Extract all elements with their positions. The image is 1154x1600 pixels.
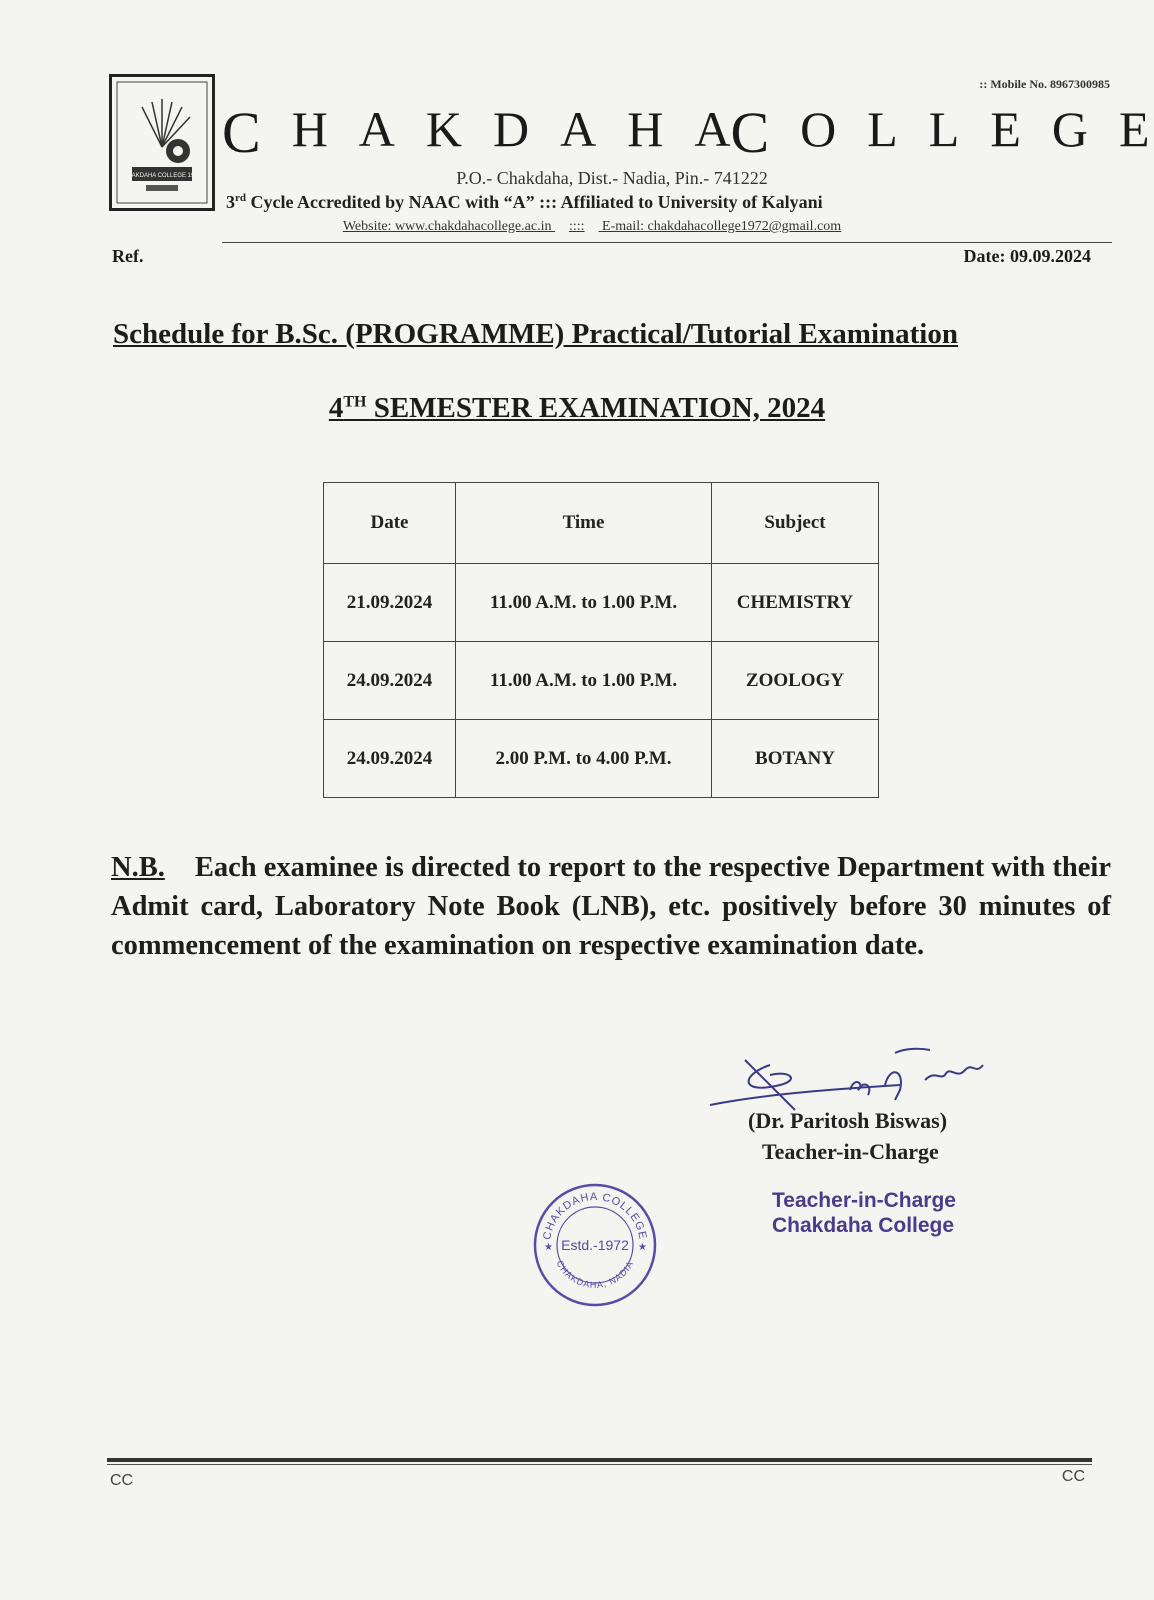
mobile-number: :: Mobile No. 8967300985 bbox=[979, 77, 1110, 91]
college-name-letter: H bbox=[627, 101, 664, 157]
accreditation-number: 3 bbox=[226, 192, 235, 212]
row-subject: ZOOLOGY bbox=[712, 642, 879, 720]
college-name-letter: E bbox=[1119, 101, 1150, 157]
stamp-line-2: Chakdaha College bbox=[772, 1214, 955, 1237]
semester-title bbox=[0, 392, 1154, 425]
contact-separator: :::: bbox=[568, 219, 585, 234]
semester-text: SEMESTER EXAMINATION, 2024 bbox=[366, 392, 826, 424]
college-name-letter: L bbox=[867, 101, 898, 157]
table-header-row bbox=[324, 483, 879, 564]
svg-text:CHAKDAHA, NADIA bbox=[555, 1259, 636, 1290]
handwritten-signature bbox=[700, 1045, 1000, 1115]
college-name-letter: C bbox=[222, 100, 261, 165]
seal-text-center: Estd.-1972 bbox=[561, 1237, 629, 1253]
college-name-letter: O bbox=[800, 101, 837, 157]
college-name-letter: A bbox=[694, 101, 731, 157]
header-subject: Subject bbox=[712, 483, 879, 564]
semester-sup: TH bbox=[343, 393, 367, 411]
college-logo bbox=[109, 74, 215, 211]
row-time: 11.00 A.M. to 1.00 P.M. bbox=[456, 642, 712, 720]
college-name-letter: D bbox=[493, 101, 530, 157]
header-date: Date bbox=[324, 483, 456, 564]
accreditation-text: Cycle Accredited by NAAC with “A” ::: Affiliated to University of Kalyani bbox=[246, 192, 823, 212]
college-name-letter: C bbox=[730, 100, 770, 165]
seal-text-bottom: CHAKDAHA, NADIA bbox=[554, 1258, 636, 1290]
table-row bbox=[324, 720, 879, 798]
college-seal bbox=[530, 1180, 660, 1310]
seal-star-right: ★ bbox=[638, 1242, 647, 1253]
college-name bbox=[222, 100, 1150, 165]
footer-divider bbox=[107, 1458, 1092, 1462]
note-text: Each examinee is directed to report to the respective Department with their Admit card, Laboratory Note Book (LNB), etc. positively before 30 minutes of commencement of the examination on respective examination date. bbox=[111, 852, 1111, 961]
email-link[interactable]: E-mail: chakdahacollege1972@gmail.com bbox=[602, 219, 842, 234]
college-name-letter: K bbox=[425, 101, 463, 157]
college-name-letter: H bbox=[291, 101, 328, 157]
accreditation-sup: rd bbox=[235, 192, 246, 204]
row-subject: BOTANY bbox=[712, 720, 879, 798]
cc-left: CC bbox=[110, 1472, 134, 1489]
signatory-name: (Dr. Paritosh Biswas) bbox=[748, 1108, 948, 1133]
instruction-note bbox=[111, 848, 1111, 965]
table-row bbox=[324, 642, 879, 720]
note-label: N.B. bbox=[111, 852, 165, 883]
seal-text-top: CHAKDAHA COLLEGE bbox=[541, 1190, 649, 1241]
college-emblem-icon bbox=[112, 77, 212, 208]
designation-stamp bbox=[772, 1188, 956, 1238]
schedule-title: Schedule for B.Sc. (PROGRAMME) Practical/Tutorial Examination bbox=[113, 318, 958, 350]
signatory-designation: Teacher-in-Charge bbox=[762, 1139, 939, 1164]
college-address: P.O.- Chakdaha, Dist.- Nadia, Pin.- 741222 bbox=[456, 168, 768, 188]
stamp-line-1: Teacher-in-Charge bbox=[772, 1189, 956, 1212]
college-name-letter: E bbox=[990, 101, 1021, 157]
college-name-word2 bbox=[730, 100, 1150, 165]
header-time: Time bbox=[456, 483, 712, 564]
letter-date: Date: 09.09.2024 bbox=[963, 246, 1091, 266]
semester-number: 4 bbox=[328, 392, 344, 424]
seal-star-left: ★ bbox=[544, 1242, 553, 1253]
header-divider bbox=[222, 242, 1112, 243]
college-name-letter: A bbox=[358, 101, 395, 157]
table-row bbox=[324, 564, 879, 642]
footer-divider-thin bbox=[107, 1464, 1092, 1465]
row-time: 11.00 A.M. to 1.00 P.M. bbox=[456, 564, 712, 642]
cc-right: CC bbox=[1061, 1468, 1085, 1485]
college-name-word1 bbox=[222, 100, 731, 165]
exam-schedule-table bbox=[323, 482, 879, 798]
row-subject: CHEMISTRY bbox=[712, 564, 879, 642]
logo-text: CHAKDAHA COLLEGE 1972 bbox=[122, 173, 202, 179]
contact-line bbox=[222, 219, 962, 235]
row-date: 24.09.2024 bbox=[324, 642, 456, 720]
row-date: 21.09.2024 bbox=[324, 564, 456, 642]
website-link[interactable]: Website: www.chakdahacollege.ac.in bbox=[342, 219, 552, 234]
college-name-letter: L bbox=[928, 101, 960, 157]
row-date: 24.09.2024 bbox=[324, 720, 456, 798]
ref-label: Ref. bbox=[112, 246, 144, 266]
accreditation-line bbox=[226, 192, 1006, 213]
row-time: 2.00 P.M. to 4.00 P.M. bbox=[456, 720, 712, 798]
college-name-letter: A bbox=[560, 101, 597, 157]
college-name-letter: G bbox=[1051, 101, 1088, 157]
